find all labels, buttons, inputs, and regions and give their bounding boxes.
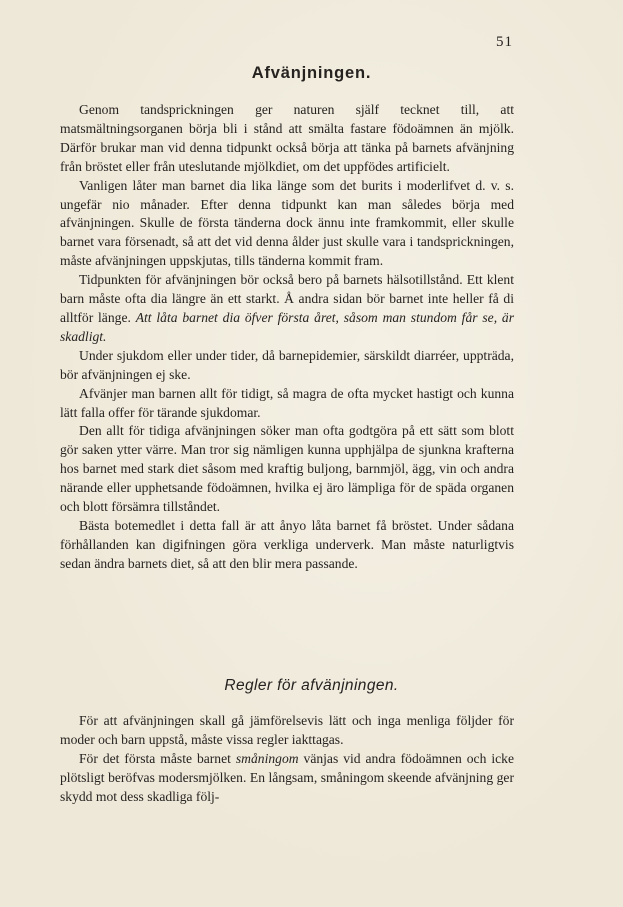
paragraph: Vanligen låter man barnet dia lika länge som det burits i moderlifvet d. v. s. ungefär nio månader. Efter denna tidpunkt kan man således börja med afvänjningen. Skulle de första tänderna dock ännu inte framkommit, eller skulle barnet vara försenadt, så att det vid denna ålder just skulle vara i tandsprickningen, måste afvänjningen uppskjutas, tills tänderna kommit fram. <box>60 177 514 269</box>
chapter-heading: Afvänjningen. <box>251 64 372 82</box>
paragraph <box>60 271 514 347</box>
section-subheading: Regler för afvänjningen. <box>224 677 399 694</box>
paragraph: Afvänjer man barnen allt för tidigt, så magra de ofta mycket hastigt och kunna lätt falla offer för tärande sjukdomar. <box>60 385 514 420</box>
paragraph: Den allt för tidiga afvänjningen söker man ofta godtgöra på ett sätt som blott gör saken ytter värre. Man tror sig nämligen kunna upphjälpa de sjunkna krafterna hos barnet med stark diet såsom med kraftig buljong, barnmjöl, ägg, vin och andra närande eller upphetsande födoämnen, hvilka ej äro lämpliga för de späda organen och blott försämra tillståndet. <box>60 423 514 515</box>
paragraph <box>60 750 514 807</box>
paragraph: Genom tandsprickningen ger naturen själf tecknet till, att matsmältningsorganen börja bli i stånd att smälta fastare födoämnen än mjölk. Därför brukar man vid denna tidpunkt också börja att tänka på barnets afvänjning från bröstet eller från uteslutande mjölkdiet, om det uppfödes artificielt. <box>60 102 514 174</box>
paragraph-text: Tidpunkten för afvänjningen bör också bero på barnets hälsotillstånd. Ett klent barn måste ofta dia längre än ett starkt. Å andra sidan bör barnet inte heller få di alltför länge. <box>60 272 514 325</box>
body-text <box>60 101 514 574</box>
emphasized-text: småningom <box>235 750 299 766</box>
rules-text <box>60 712 514 807</box>
paragraph: Bästa botemedlet i detta fall är att ånyo låta barnet få bröstet. Under sådana förhållanden kan digifningen göra verkliga underverk. Man måste naturligtvis sedan ändra barnets diet, så att den blir mera passande. <box>60 517 514 571</box>
paragraph-text: För det första måste barnet <box>79 750 231 766</box>
paragraph: För att afvänjningen skall gå jämförelsevis lätt och inga menliga följder för moder och barn uppstå, måste vissa regler iakttagas. <box>60 713 514 747</box>
paragraph-text: vänjas vid andra födoämnen och icke plötsligt beröfvas modersmjölken. En långsam, småningom skeende afvänjning ger skydd mot dess skadliga följ- <box>60 750 514 804</box>
emphasized-text: Att låta barnet dia öfver första året, såsom man stundom får se, är skadligt. <box>60 309 514 344</box>
paragraph: Under sjukdom eller under tider, då barnepidemier, särskildt diarréer, uppträda, bör afvänjningen ej ske. <box>60 347 514 382</box>
page-number: 51 <box>496 34 513 50</box>
